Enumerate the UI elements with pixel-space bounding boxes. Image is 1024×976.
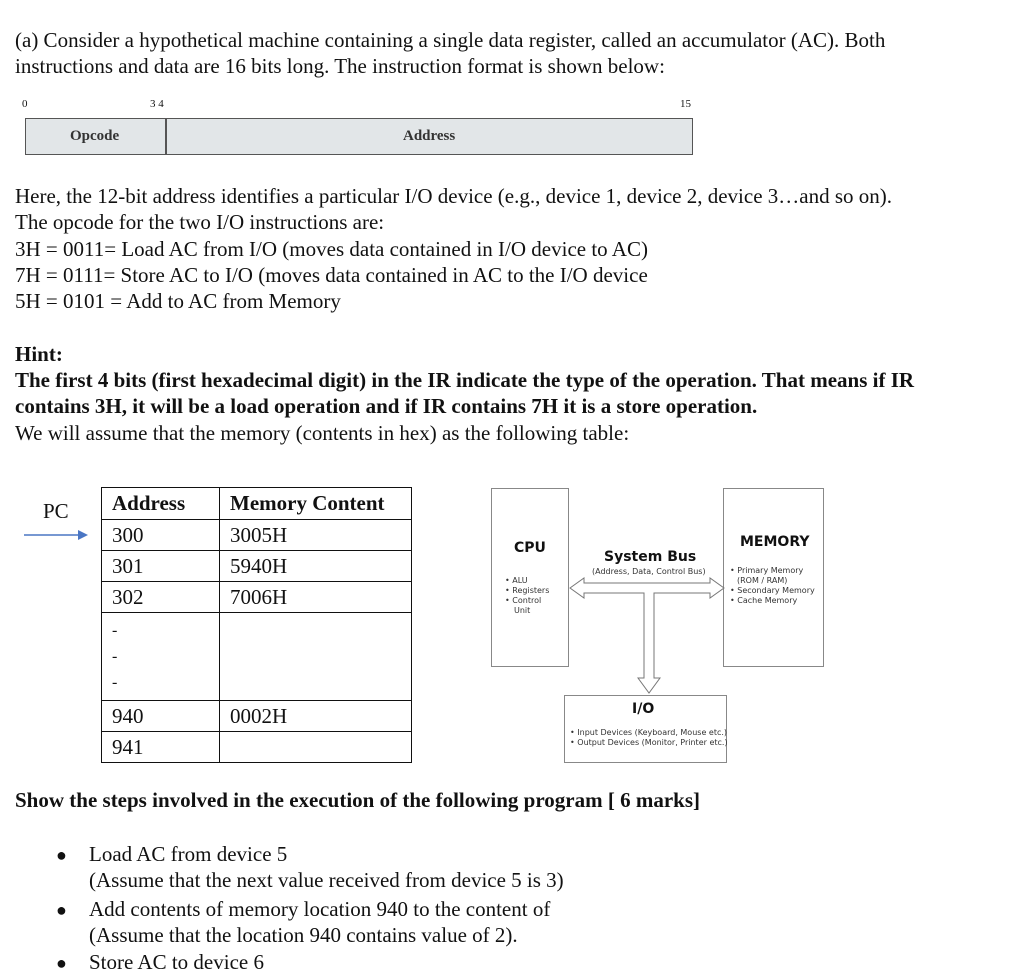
instruction-format-box <box>25 118 693 155</box>
cpu-title: CPU <box>514 540 546 556</box>
desc-line-1: Here, the 12-bit address identifies a particular I/O device (e.g., device 1, device 2, device 3…and so on). <box>15 184 892 208</box>
program-step-1: Load AC from device 5 <box>89 842 288 866</box>
table-row <box>102 520 412 551</box>
io-title: I/O <box>632 701 655 717</box>
memory-table <box>101 487 412 763</box>
table-row <box>102 613 412 701</box>
bit-3-4-label: 3 4 <box>150 98 164 110</box>
io-items: • Input Devices (Keyboard, Mouse etc.) • Output Devices (Monitor, Printer etc.) <box>570 728 728 747</box>
desc-line-3: 3H = 0011= Load AC from I/O (moves data contained in I/O device to AC) <box>15 237 648 261</box>
hint-line-3: We will assume that the memory (contents in hex) as the following table: <box>15 421 630 445</box>
instruction-format-divider <box>165 118 167 155</box>
content-cell: 5940H <box>220 551 412 582</box>
address-field-label: Address <box>403 128 456 144</box>
program-step-3: Store AC to device 6 <box>89 950 264 974</box>
bullet-icon: ● <box>56 953 67 973</box>
table-row <box>102 701 412 732</box>
content-cell <box>220 613 412 701</box>
hint-line-1: The first 4 bits (first hexadecimal digit) in the IR indicate the type of the operation. That means if IR <box>15 368 915 392</box>
address-cell: - - - <box>102 613 220 701</box>
address-header: Address <box>102 488 220 520</box>
address-cell: 940 <box>102 701 220 732</box>
table-row <box>102 551 412 582</box>
address-cell: 300 <box>102 520 220 551</box>
memory-table-header <box>102 488 412 520</box>
bullet-icon: ● <box>56 900 67 920</box>
content-cell <box>220 732 412 763</box>
opcode-field-label: Opcode <box>70 128 120 144</box>
question-heading: Show the steps involved in the execution of the following program [ 6 marks] <box>15 788 701 812</box>
address-cell: 301 <box>102 551 220 582</box>
system-bus-subtitle: (Address, Data, Control Bus) <box>592 567 706 576</box>
program-step-1-note: (Assume that the next value received from device 5 is 3) <box>89 868 564 892</box>
system-bus-title: System Bus <box>604 549 697 565</box>
content-header: Memory Content <box>220 488 412 520</box>
pc-label: PC <box>43 499 69 523</box>
content-cell: 7006H <box>220 582 412 613</box>
desc-line-4: 7H = 0111= Store AC to I/O (moves data contained in AC to the I/O device <box>15 263 648 287</box>
desc-line-5: 5H = 0101 = Add to AC from Memory <box>15 289 341 313</box>
memory-title: MEMORY <box>740 534 810 550</box>
memory-items: • Primary Memory (ROM / RAM) • Secondary Memory • Cache Memory <box>730 566 815 605</box>
cpu-items: • ALU • Registers • Control Unit <box>505 576 550 615</box>
content-cell: 0002H <box>220 701 412 732</box>
content-cell: 3005H <box>220 520 412 551</box>
desc-line-2: The opcode for the two I/O instructions are: <box>15 210 385 234</box>
table-row <box>102 732 412 763</box>
intro-line-2: instructions and data are 16 bits long. The instruction format is shown below: <box>15 54 665 78</box>
program-step-2-note: (Assume that the location 940 contains value of 2). <box>89 923 518 947</box>
address-cell: 941 <box>102 732 220 763</box>
address-cell: 302 <box>102 582 220 613</box>
hint-line-2: contains 3H, it will be a load operation and if IR contains 7H it is a store operation. <box>15 394 758 418</box>
system-bus-arrows-icon <box>568 574 726 696</box>
hint-title: Hint: <box>15 342 63 366</box>
program-step-2: Add contents of memory location 940 to the content of <box>89 897 551 921</box>
intro-line-1: (a) Consider a hypothetical machine containing a single data register, called an accumulator (AC). Both <box>15 28 886 52</box>
bit-15-label: 15 <box>680 98 691 110</box>
bullet-icon: ● <box>56 845 67 865</box>
table-row <box>102 582 412 613</box>
bit-0-label: 0 <box>22 98 28 110</box>
pc-arrow-icon <box>22 528 90 542</box>
